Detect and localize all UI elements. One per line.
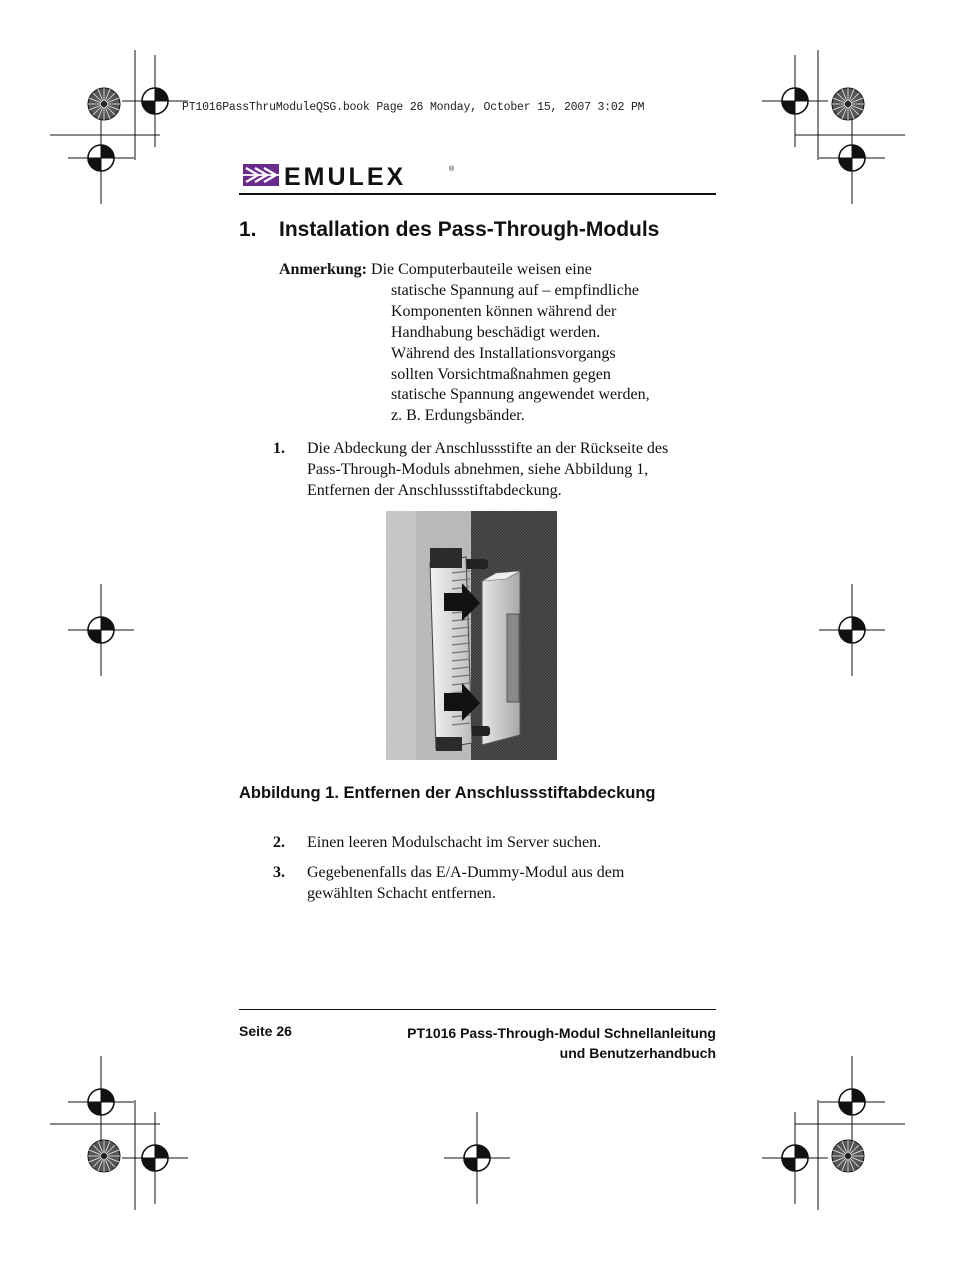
step-text-line: Pass-Through-Moduls abnehmen, siehe Abbildung 1, [307,461,649,478]
figure-caption: Abbildung 1. Entfernen der Anschlussstiftabdeckung [239,784,656,802]
step-number: 2. [273,834,285,851]
note-block [279,260,699,427]
note-line: Während des Installationsvorgangs [391,344,616,362]
section-number: 1. [239,218,257,241]
note-line: Handhabung beschädigt werden. [391,323,601,341]
step-number: 1. [273,440,285,457]
note-line-0: Die Computerbauteile weisen eine [371,261,592,278]
step-item [273,438,713,501]
note-line: z. B. Erdungsbänder. [391,407,525,425]
note-label: Anmerkung: [279,261,368,278]
step-text-line: Gegebenenfalls das E/A-Dummy-Modul aus dem [307,864,625,881]
note-line: Komponenten können während der [391,302,617,320]
section-title: Installation des Pass-Through-Moduls [279,218,660,241]
footer-title-line: PT1016 Pass-Through-Modul Schnellanleitung [407,1025,716,1041]
step-number: 3. [273,864,285,881]
step-text-line: Die Abdeckung der Anschlussstifte an der Rückseite des [307,440,669,457]
step-text-line: gewählten Schacht entfernen. [307,885,496,902]
footer-rule [239,1009,716,1010]
connector-cover-illustration [386,511,557,760]
footer-title-line: und Benutzerhandbuch [559,1045,716,1061]
emulex-logo-wordmark: EMULEX [284,163,407,190]
footer-page-number: Seite 26 [239,1023,292,1039]
header-rule [239,193,716,195]
note-line: sollten Vorsichtmaßnahmen gegen [391,365,611,383]
emulex-logo [242,160,457,190]
step-item [273,862,713,904]
section-heading [239,218,659,242]
note-line: statische Spannung angewendet werden, [391,386,650,404]
print-slug: PT1016PassThruModuleQSG.book Page 26 Monday, October 15, 2007 3:02 PM [182,101,645,114]
step-item [273,832,713,853]
registered-mark: ® [449,166,455,173]
step-text-line: Entfernen der Anschlussstiftabdeckung. [307,482,562,499]
emulex-logo-mark-icon [243,164,279,186]
note-line: statische Spannung auf – empfindliche [391,281,639,299]
footer-document-title [380,1023,716,1063]
step-text-line: Einen leeren Modulschacht im Server suchen. [307,834,602,851]
